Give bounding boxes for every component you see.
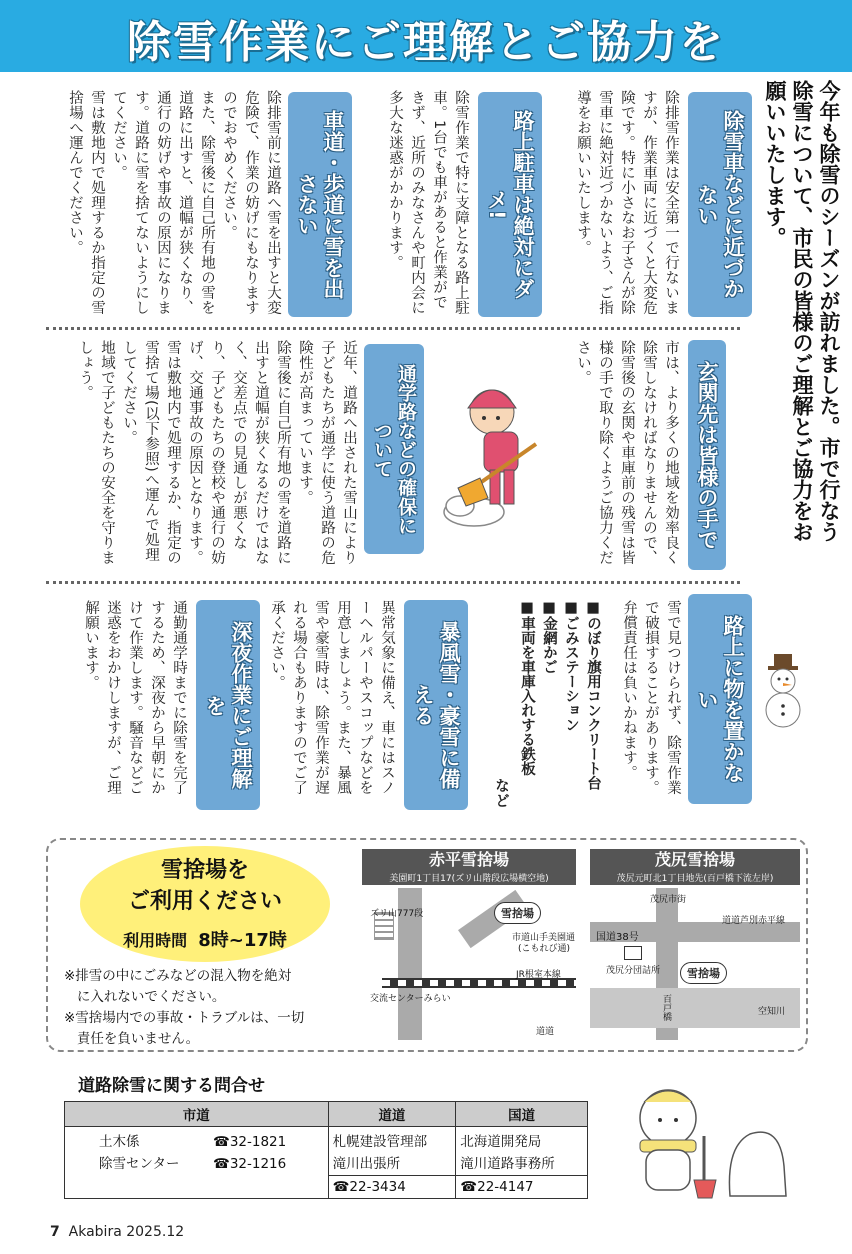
map2-branch-label: 茂尻分団詰所 bbox=[606, 966, 661, 976]
callout-line1: 雪捨場を bbox=[160, 858, 249, 883]
list-item: ■金網かご bbox=[541, 600, 557, 674]
list-item: ■車両を車庫入れする鉄板 bbox=[519, 600, 535, 776]
map2-bridge-label: 百戸橋 bbox=[661, 994, 671, 1021]
heading-night: 深夜作業にご理解を bbox=[196, 600, 260, 810]
notice-1: ※排雪の中にごみなどの混入物を絶対 に入れないでください。 bbox=[64, 968, 292, 1005]
map2-road-label: 道道芦別赤平線 bbox=[722, 916, 786, 926]
list-item: ■ごみステーション bbox=[563, 600, 579, 732]
heading-snow-out: 車道・歩道に雪を出さない bbox=[288, 92, 352, 317]
table-cell: 北海道開発局 滝川道路事務所 ☎22-4147 bbox=[456, 1127, 588, 1199]
list-etc: など bbox=[493, 778, 509, 808]
divider bbox=[46, 327, 740, 330]
text-storm: 異常気象に備え、車にはスノーヘルパーやスコップなどを用意しましょう。また、暴風雪や豪雪時は、除雪作業が遅れる場合もありますのでご了承ください。 bbox=[269, 600, 395, 795]
table-header: 道道 bbox=[328, 1102, 456, 1127]
map1-road-label: 市道山手美園通 bbox=[512, 933, 576, 943]
text-vehicles: 除排雪作業は安全第一で行ないますが、作業車両に近づくと大変危険です。特に小さなお子さんが除雪車に絶対近づかないよう、ご指導をお願いいたします。 bbox=[575, 90, 679, 315]
snowman-illustration bbox=[762, 650, 804, 730]
map2-town-label: 茂尻市街 bbox=[650, 895, 687, 905]
text-night: 通勤通学時までに除雪を完了するため、深夜から早朝にかけて作業します。騒音などご迷惑をおかけしますが、ご理解願います。 bbox=[83, 600, 187, 795]
contacts-title: 道路除雪に関する問合せ bbox=[78, 1076, 265, 1096]
page-footer: 7 Akabira 2025.12 bbox=[50, 1224, 185, 1240]
table-cell: 札幌建設管理部 滝川出張所 ☎22-3434 bbox=[328, 1127, 456, 1199]
map2-dump-marker: 雪捨場 bbox=[680, 962, 727, 984]
text-school: 近年、道路へ出された雪山により子どもたちが通学に使う道路の危険性が高まっています。 除雪後に自己所有地の雪を道路に出すと道幅が狭くなるだけではなく、交差点での見通しが悪くなり、子どもたちの登校や通行の妨げ、交通事故の原因となります。 雪は敷地内で処理するか、指定の雪捨て場(以下参照)へ運んで処理してください。 地域で子どもたちの安全を守りましょう。 bbox=[77, 340, 357, 565]
callout-line2: ご利用ください bbox=[127, 889, 282, 914]
divider bbox=[46, 581, 740, 584]
list-objects bbox=[514, 600, 604, 806]
table-header: 市道 bbox=[65, 1102, 329, 1127]
table-header: 国道 bbox=[456, 1102, 588, 1127]
heading-school: 通学路などの確保について bbox=[364, 344, 424, 554]
text-objects: 雪で見つけられず、除雪作業で破損することがあります。弁償責任は負いかねます。 bbox=[621, 600, 681, 795]
map1-center-label: 交流センターみらい bbox=[370, 994, 451, 1004]
notice-2: ※雪捨場内での事故・トラブルは、一切 責任を負いません。 bbox=[64, 1010, 305, 1047]
mascot-shoveling-illustration bbox=[620, 1076, 790, 1200]
table-cell: 土木係 ☎32-1821 除雪センター ☎32-1216 bbox=[65, 1127, 329, 1199]
map1-road-label2: (こもれび通) bbox=[518, 944, 571, 954]
text-snow-out: 除排雪前に道路へ雪を出すと大変危険で、作業の妨げにもなりますのでおやめください。 また、除雪後に自己所有地の雪を道路に出すと、道幅が狭くなり、通行の妨げや事故の原因になります。道路に雪を捨てないようにしてください。 雪は敷地内で処理するか指定の雪捨場へ運んでください。 bbox=[67, 90, 281, 315]
map2-header: 茂尻雪捨場 bbox=[590, 849, 800, 885]
text-parking: 除雪作業で特に支障となる路上駐車。1台でも車があると作業ができず、近所のみなさんや町内会に多大な迷惑がかかります。 bbox=[387, 90, 469, 315]
map1-header: 赤平雪捨場 bbox=[362, 849, 576, 885]
list-item: ■のぼり旗用コンクリート台 bbox=[585, 600, 601, 790]
map1-address: 美園町1丁目17(ズリ山階段広場横空地) bbox=[389, 874, 549, 884]
map2-route-label: 国道38号 bbox=[596, 932, 639, 943]
map2-river-label: 空知川 bbox=[758, 1007, 786, 1017]
map1-stairs-label: ズリ山777段 bbox=[370, 909, 424, 919]
usage-hours: 利用時間 8時~17時 bbox=[123, 930, 287, 951]
text-entrance: 市は、より多くの地域を効率良く除雪しなければなりませんので、除雪後の玄関や車庫前の残雪は皆様の手で取り除くようご協力ください。 bbox=[575, 340, 679, 565]
heading-objects: 路上に物を置かない bbox=[688, 594, 752, 804]
page-title: 除雪作業にご理解とご協力を bbox=[127, 17, 725, 68]
child-shoveling-illustration bbox=[440, 372, 556, 532]
heading-vehicles: 除雪車などに近づかない bbox=[688, 92, 752, 317]
contacts-table bbox=[64, 1101, 588, 1199]
intro-text: 今年も除雪のシーズンが訪れました。市で行なう除雪について、市民の皆様のご理解とご協力をお願いいたします。 bbox=[763, 80, 841, 542]
map2-address: 茂尻元町北1丁目地先(百戸橋下流左岸) bbox=[616, 874, 774, 884]
map1-dump-marker: 雪捨場 bbox=[494, 902, 541, 924]
heading-parking: 路上駐車は絶対にダメ! bbox=[478, 92, 542, 317]
map1-street-label: 道道 bbox=[536, 1027, 555, 1037]
map1-rail-label: JR根室本線 bbox=[516, 970, 561, 980]
heading-storm: 暴風雪・豪雪に備える bbox=[404, 600, 468, 810]
heading-entrance: 玄関先は皆様の手で bbox=[688, 340, 726, 570]
